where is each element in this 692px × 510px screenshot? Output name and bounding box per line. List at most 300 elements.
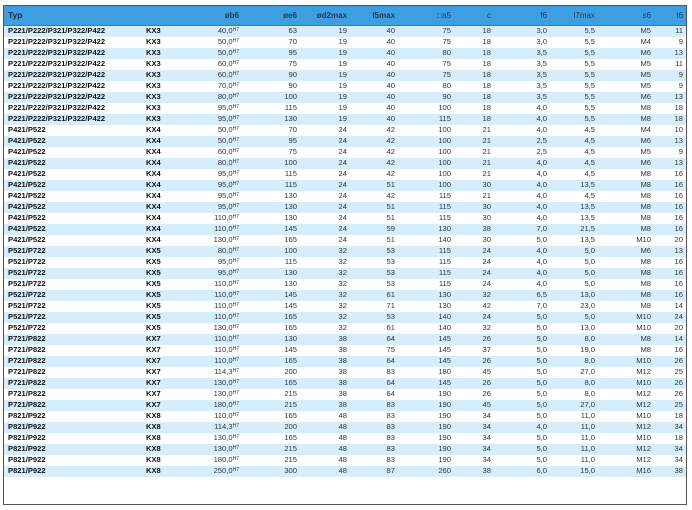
- cell-s6: M8: [598, 224, 654, 235]
- cell-f6: 3,5: [494, 59, 550, 70]
- cell-e6: 165: [242, 323, 300, 334]
- cell-kx: KX5: [146, 257, 186, 268]
- cell-typ: P821/P922: [4, 455, 146, 466]
- cell-l5: 42: [350, 191, 398, 202]
- cell-l5: 83: [350, 433, 398, 444]
- cell-f6: 3,5: [494, 48, 550, 59]
- cell-typ: P721/P822: [4, 356, 146, 367]
- tolerance-class: H7: [232, 422, 239, 429]
- cell-f6: 5,0: [494, 312, 550, 323]
- cell-b6: [186, 213, 242, 224]
- cell-a5: 145: [398, 378, 454, 389]
- cell-a5: 100: [398, 125, 454, 136]
- table-row: [4, 81, 686, 92]
- header-kx: [146, 6, 186, 25]
- cell-a5: 180: [398, 367, 454, 378]
- cell-c: 32: [454, 290, 494, 301]
- cell-e6: 200: [242, 422, 300, 433]
- table-header-row: [4, 6, 686, 25]
- cell-b6: [186, 81, 242, 92]
- cell-c: 21: [454, 136, 494, 147]
- table-row: [4, 422, 686, 433]
- table-row: [4, 334, 686, 345]
- cell-c: 38: [454, 466, 494, 477]
- cell-e6: 100: [242, 92, 300, 103]
- table-row: [4, 290, 686, 301]
- cell-kx: KX4: [146, 235, 186, 246]
- cell-typ: P821/P922: [4, 433, 146, 444]
- cell-d2: 32: [300, 246, 350, 257]
- cell-s6: M8: [598, 301, 654, 312]
- bore-diameter-value: 180,0: [213, 399, 233, 409]
- bore-diameter-value: 60,0: [217, 58, 233, 68]
- cell-e6: 145: [242, 224, 300, 235]
- cell-c: 38: [454, 224, 494, 235]
- cell-a5: 115: [398, 213, 454, 224]
- cell-c: 24: [454, 279, 494, 290]
- cell-kx: KX3: [146, 59, 186, 70]
- cell-a5: 260: [398, 466, 454, 477]
- cell-d2: 32: [300, 323, 350, 334]
- cell-l7: 8,0: [550, 389, 598, 400]
- header-typ: Typ: [4, 6, 146, 25]
- bore-diameter-value: 110,0: [214, 300, 233, 310]
- table-row: [4, 466, 686, 477]
- cell-a5: 100: [398, 169, 454, 180]
- bore-diameter-value: 114,3: [214, 421, 233, 431]
- cell-e6: 115: [242, 257, 300, 268]
- cell-f6: 5,0: [494, 444, 550, 455]
- tolerance-class: H7: [232, 323, 239, 330]
- cell-l7: 23,0: [550, 301, 598, 312]
- cell-b6: [186, 25, 242, 37]
- cell-t6: 11: [654, 59, 686, 70]
- cell-s6: M4: [598, 37, 654, 48]
- cell-l5: 40: [350, 114, 398, 125]
- table-row: [4, 367, 686, 378]
- cell-c: 32: [454, 323, 494, 334]
- cell-l7: 8,0: [550, 378, 598, 389]
- cell-t6: 16: [654, 290, 686, 301]
- cell-t6: 11: [654, 25, 686, 37]
- cell-c: 21: [454, 169, 494, 180]
- cell-c: 21: [454, 125, 494, 136]
- cell-kx: KX5: [146, 268, 186, 279]
- cell-kx: KX7: [146, 367, 186, 378]
- cell-f6: 4,0: [494, 202, 550, 213]
- cell-d2: 19: [300, 25, 350, 37]
- cell-b6: [186, 37, 242, 48]
- tolerance-class: H7: [232, 202, 239, 209]
- tolerance-class: H7: [232, 389, 239, 396]
- cell-typ: P821/P922: [4, 444, 146, 455]
- cell-d2: 24: [300, 158, 350, 169]
- tolerance-class: H7: [232, 180, 239, 187]
- cell-s6: M8: [598, 191, 654, 202]
- cell-a5: 115: [398, 202, 454, 213]
- cell-c: 24: [454, 246, 494, 257]
- cell-l5: 59: [350, 224, 398, 235]
- cell-a5: 190: [398, 411, 454, 422]
- cell-a5: 80: [398, 81, 454, 92]
- cell-l7: 13,5: [550, 213, 598, 224]
- cell-b6: [186, 136, 242, 147]
- table-row: [4, 103, 686, 114]
- cell-b6: [186, 257, 242, 268]
- cell-b6: [186, 246, 242, 257]
- bore-diameter-value: 110,0: [214, 289, 233, 299]
- cell-l5: 40: [350, 81, 398, 92]
- cell-c: 42: [454, 301, 494, 312]
- cell-kx: KX7: [146, 356, 186, 367]
- cell-a5: 80: [398, 48, 454, 59]
- cell-c: 34: [454, 455, 494, 466]
- cell-s6: M8: [598, 290, 654, 301]
- cell-f6: 5,0: [494, 235, 550, 246]
- cell-l5: 83: [350, 400, 398, 411]
- cell-l7: 11,0: [550, 444, 598, 455]
- cell-l5: 61: [350, 323, 398, 334]
- cell-kx: KX8: [146, 466, 186, 477]
- cell-a5: 130: [398, 224, 454, 235]
- cell-l5: 42: [350, 125, 398, 136]
- cell-a5: 190: [398, 455, 454, 466]
- bore-diameter-value: 110,0: [214, 212, 233, 222]
- cell-f6: 7,0: [494, 301, 550, 312]
- cell-c: 34: [454, 433, 494, 444]
- cell-kx: KX5: [146, 301, 186, 312]
- tolerance-class: H7: [232, 37, 239, 44]
- cell-b6: [186, 378, 242, 389]
- bore-diameter-value: 60,0: [217, 69, 233, 79]
- cell-typ: P721/P822: [4, 367, 146, 378]
- cell-a5: 140: [398, 323, 454, 334]
- cell-t6: 9: [654, 37, 686, 48]
- cell-d2: 48: [300, 466, 350, 477]
- tolerance-class: H7: [232, 92, 239, 99]
- table-row: [4, 301, 686, 312]
- cell-t6: 24: [654, 312, 686, 323]
- cell-l7: 4,5: [550, 147, 598, 158]
- table-row: [4, 257, 686, 268]
- table-row: [4, 246, 686, 257]
- cell-f6: 4,0: [494, 213, 550, 224]
- cell-d2: 48: [300, 422, 350, 433]
- table-row: [4, 279, 686, 290]
- cell-b6: [186, 323, 242, 334]
- cell-b6: [186, 202, 242, 213]
- tolerance-class: H7: [232, 59, 239, 66]
- table-row: [4, 345, 686, 356]
- cell-a5: 140: [398, 312, 454, 323]
- cell-s6: M8: [598, 180, 654, 191]
- cell-c: 21: [454, 147, 494, 158]
- cell-a5: 130: [398, 301, 454, 312]
- cell-t6: 16: [654, 213, 686, 224]
- cell-c: 24: [454, 268, 494, 279]
- dimension-table: [4, 6, 686, 477]
- cell-c: 30: [454, 213, 494, 224]
- cell-kx: KX4: [146, 147, 186, 158]
- cell-t6: 13: [654, 92, 686, 103]
- table-row: [4, 136, 686, 147]
- cell-f6: 2,5: [494, 147, 550, 158]
- tolerance-class: H7: [232, 125, 239, 132]
- tolerance-class: H7: [232, 191, 239, 198]
- cell-c: 34: [454, 444, 494, 455]
- header-c: c: [454, 6, 494, 25]
- tolerance-class: H7: [232, 257, 239, 264]
- table-row: [4, 400, 686, 411]
- tolerance-class: H7: [232, 466, 239, 473]
- cell-t6: 16: [654, 169, 686, 180]
- cell-s6: M6: [598, 136, 654, 147]
- dimension-table-frame: [3, 5, 687, 505]
- cell-l7: 11,0: [550, 422, 598, 433]
- cell-a5: 115: [398, 114, 454, 125]
- cell-e6: 130: [242, 268, 300, 279]
- cell-typ: P421/P522: [4, 180, 146, 191]
- cell-l5: 40: [350, 37, 398, 48]
- cell-t6: 16: [654, 224, 686, 235]
- cell-f6: 6,5: [494, 290, 550, 301]
- cell-typ: P421/P522: [4, 125, 146, 136]
- cell-l7: 5,0: [550, 268, 598, 279]
- cell-kx: KX4: [146, 158, 186, 169]
- bore-diameter-value: 110,0: [214, 223, 233, 233]
- cell-s6: M8: [598, 114, 654, 125]
- cell-l5: 61: [350, 290, 398, 301]
- cell-s6: M8: [598, 257, 654, 268]
- cell-f6: 6,0: [494, 466, 550, 477]
- cell-e6: 115: [242, 180, 300, 191]
- cell-a5: 75: [398, 37, 454, 48]
- cell-d2: 48: [300, 444, 350, 455]
- cell-d2: 24: [300, 180, 350, 191]
- tolerance-class: H7: [232, 356, 239, 363]
- cell-c: 18: [454, 103, 494, 114]
- header-d2: ød2max: [300, 6, 350, 25]
- cell-t6: 16: [654, 180, 686, 191]
- table-row: [4, 224, 686, 235]
- cell-typ: P221/P222/P321/P322/P422: [4, 37, 146, 48]
- tolerance-class: H7: [232, 147, 239, 154]
- cell-e6: 165: [242, 312, 300, 323]
- cell-typ: P721/P822: [4, 400, 146, 411]
- table-row: [4, 389, 686, 400]
- cell-d2: 38: [300, 345, 350, 356]
- cell-l7: 4,5: [550, 125, 598, 136]
- cell-c: 26: [454, 389, 494, 400]
- cell-a5: 100: [398, 136, 454, 147]
- cell-f6: 4,0: [494, 257, 550, 268]
- cell-b6: [186, 103, 242, 114]
- cell-l5: 51: [350, 180, 398, 191]
- cell-b6: [186, 147, 242, 158]
- tolerance-class: H7: [232, 312, 239, 319]
- cell-c: 18: [454, 59, 494, 70]
- cell-f6: 4,0: [494, 158, 550, 169]
- bore-diameter-value: 50,0: [217, 47, 233, 57]
- bore-diameter-value: 114,3: [214, 366, 233, 376]
- cell-e6: 130: [242, 114, 300, 125]
- cell-c: 34: [454, 422, 494, 433]
- cell-a5: 140: [398, 235, 454, 246]
- cell-l5: 40: [350, 92, 398, 103]
- cell-kx: KX4: [146, 191, 186, 202]
- cell-l5: 42: [350, 158, 398, 169]
- cell-t6: 18: [654, 433, 686, 444]
- cell-c: 37: [454, 345, 494, 356]
- cell-d2: 38: [300, 389, 350, 400]
- tolerance-class: H7: [232, 411, 239, 418]
- cell-typ: P521/P722: [4, 257, 146, 268]
- cell-e6: 145: [242, 345, 300, 356]
- cell-l7: 11,0: [550, 411, 598, 422]
- cell-d2: 32: [300, 312, 350, 323]
- cell-b6: [186, 312, 242, 323]
- cell-c: 34: [454, 411, 494, 422]
- cell-s6: M8: [598, 334, 654, 345]
- cell-c: 21: [454, 191, 494, 202]
- cell-a5: 145: [398, 334, 454, 345]
- bore-diameter-value: 130,0: [213, 388, 233, 398]
- cell-a5: 100: [398, 147, 454, 158]
- cell-c: 26: [454, 356, 494, 367]
- bore-diameter-value: 60,0: [217, 146, 233, 156]
- cell-b6: [186, 180, 242, 191]
- cell-f6: 5,0: [494, 356, 550, 367]
- tolerance-class: H7: [232, 378, 239, 385]
- cell-l5: 53: [350, 312, 398, 323]
- bore-diameter-value: 40,0: [217, 25, 233, 35]
- table-row: [4, 378, 686, 389]
- cell-f6: 5,0: [494, 411, 550, 422]
- cell-e6: 130: [242, 279, 300, 290]
- cell-a5: 115: [398, 246, 454, 257]
- cell-d2: 32: [300, 257, 350, 268]
- cell-typ: P221/P222/P321/P322/P422: [4, 81, 146, 92]
- cell-kx: KX4: [146, 224, 186, 235]
- cell-s6: M10: [598, 411, 654, 422]
- bore-diameter-value: 130,0: [213, 432, 233, 442]
- cell-e6: 115: [242, 103, 300, 114]
- cell-b6: [186, 169, 242, 180]
- cell-kx: KX8: [146, 433, 186, 444]
- cell-s6: M8: [598, 279, 654, 290]
- tolerance-class: H7: [232, 81, 239, 88]
- cell-d2: 48: [300, 455, 350, 466]
- cell-f6: 3,5: [494, 70, 550, 81]
- cell-kx: KX4: [146, 136, 186, 147]
- cell-l7: 5,5: [550, 48, 598, 59]
- cell-a5: 100: [398, 180, 454, 191]
- cell-t6: 16: [654, 191, 686, 202]
- cell-f6: 5,0: [494, 433, 550, 444]
- table-row: [4, 48, 686, 59]
- cell-l7: 5,5: [550, 37, 598, 48]
- cell-t6: 20: [654, 235, 686, 246]
- cell-c: 30: [454, 180, 494, 191]
- cell-l5: 40: [350, 59, 398, 70]
- cell-l5: 40: [350, 70, 398, 81]
- table-row: [4, 180, 686, 191]
- cell-f6: 5,0: [494, 389, 550, 400]
- cell-c: 45: [454, 400, 494, 411]
- bore-diameter-value: 130,0: [213, 234, 233, 244]
- cell-l5: 83: [350, 411, 398, 422]
- cell-kx: KX3: [146, 48, 186, 59]
- cell-t6: 18: [654, 114, 686, 125]
- cell-f6: 5,0: [494, 323, 550, 334]
- cell-f6: 4,0: [494, 169, 550, 180]
- table-row: [4, 59, 686, 70]
- cell-d2: 48: [300, 433, 350, 444]
- cell-kx: KX4: [146, 125, 186, 136]
- header-l7: l7max: [550, 6, 598, 25]
- tolerance-class: H7: [232, 136, 239, 143]
- tolerance-class: H7: [232, 290, 239, 297]
- table-row: [4, 147, 686, 158]
- cell-s6: M6: [598, 158, 654, 169]
- cell-t6: 20: [654, 323, 686, 334]
- tolerance-class: H7: [232, 26, 239, 33]
- cell-f6: 3,0: [494, 25, 550, 37]
- cell-s6: M12: [598, 455, 654, 466]
- header-f6: f6: [494, 6, 550, 25]
- cell-d2: 19: [300, 92, 350, 103]
- bore-diameter-value: 50,0: [217, 135, 233, 145]
- cell-t6: 25: [654, 367, 686, 378]
- cell-kx: KX5: [146, 323, 186, 334]
- cell-b6: [186, 235, 242, 246]
- bore-diameter-value: 95,0: [217, 113, 233, 123]
- cell-b6: [186, 290, 242, 301]
- cell-l7: 27,0: [550, 400, 598, 411]
- cell-b6: [186, 444, 242, 455]
- cell-d2: 38: [300, 356, 350, 367]
- cell-d2: 19: [300, 48, 350, 59]
- cell-e6: 215: [242, 389, 300, 400]
- cell-f6: 5,0: [494, 455, 550, 466]
- cell-s6: M6: [598, 92, 654, 103]
- cell-a5: 100: [398, 158, 454, 169]
- tolerance-class: H7: [232, 444, 239, 451]
- cell-kx: KX8: [146, 455, 186, 466]
- cell-typ: P221/P222/P321/P322/P422: [4, 25, 146, 37]
- cell-s6: M10: [598, 323, 654, 334]
- cell-b6: [186, 422, 242, 433]
- cell-l5: 83: [350, 455, 398, 466]
- cell-l7: 4,5: [550, 158, 598, 169]
- cell-d2: 32: [300, 268, 350, 279]
- cell-s6: M10: [598, 356, 654, 367]
- cell-a5: 75: [398, 25, 454, 37]
- table-row: [4, 158, 686, 169]
- header-s6: s6: [598, 6, 654, 25]
- cell-t6: 26: [654, 356, 686, 367]
- cell-f6: 4,0: [494, 268, 550, 279]
- cell-l7: 11,0: [550, 433, 598, 444]
- table-row: [4, 70, 686, 81]
- bore-diameter-value: 130,0: [213, 322, 233, 332]
- cell-l5: 40: [350, 103, 398, 114]
- cell-b6: [186, 268, 242, 279]
- cell-a5: 100: [398, 103, 454, 114]
- cell-l7: 5,5: [550, 92, 598, 103]
- cell-d2: 48: [300, 411, 350, 422]
- table-row: [4, 235, 686, 246]
